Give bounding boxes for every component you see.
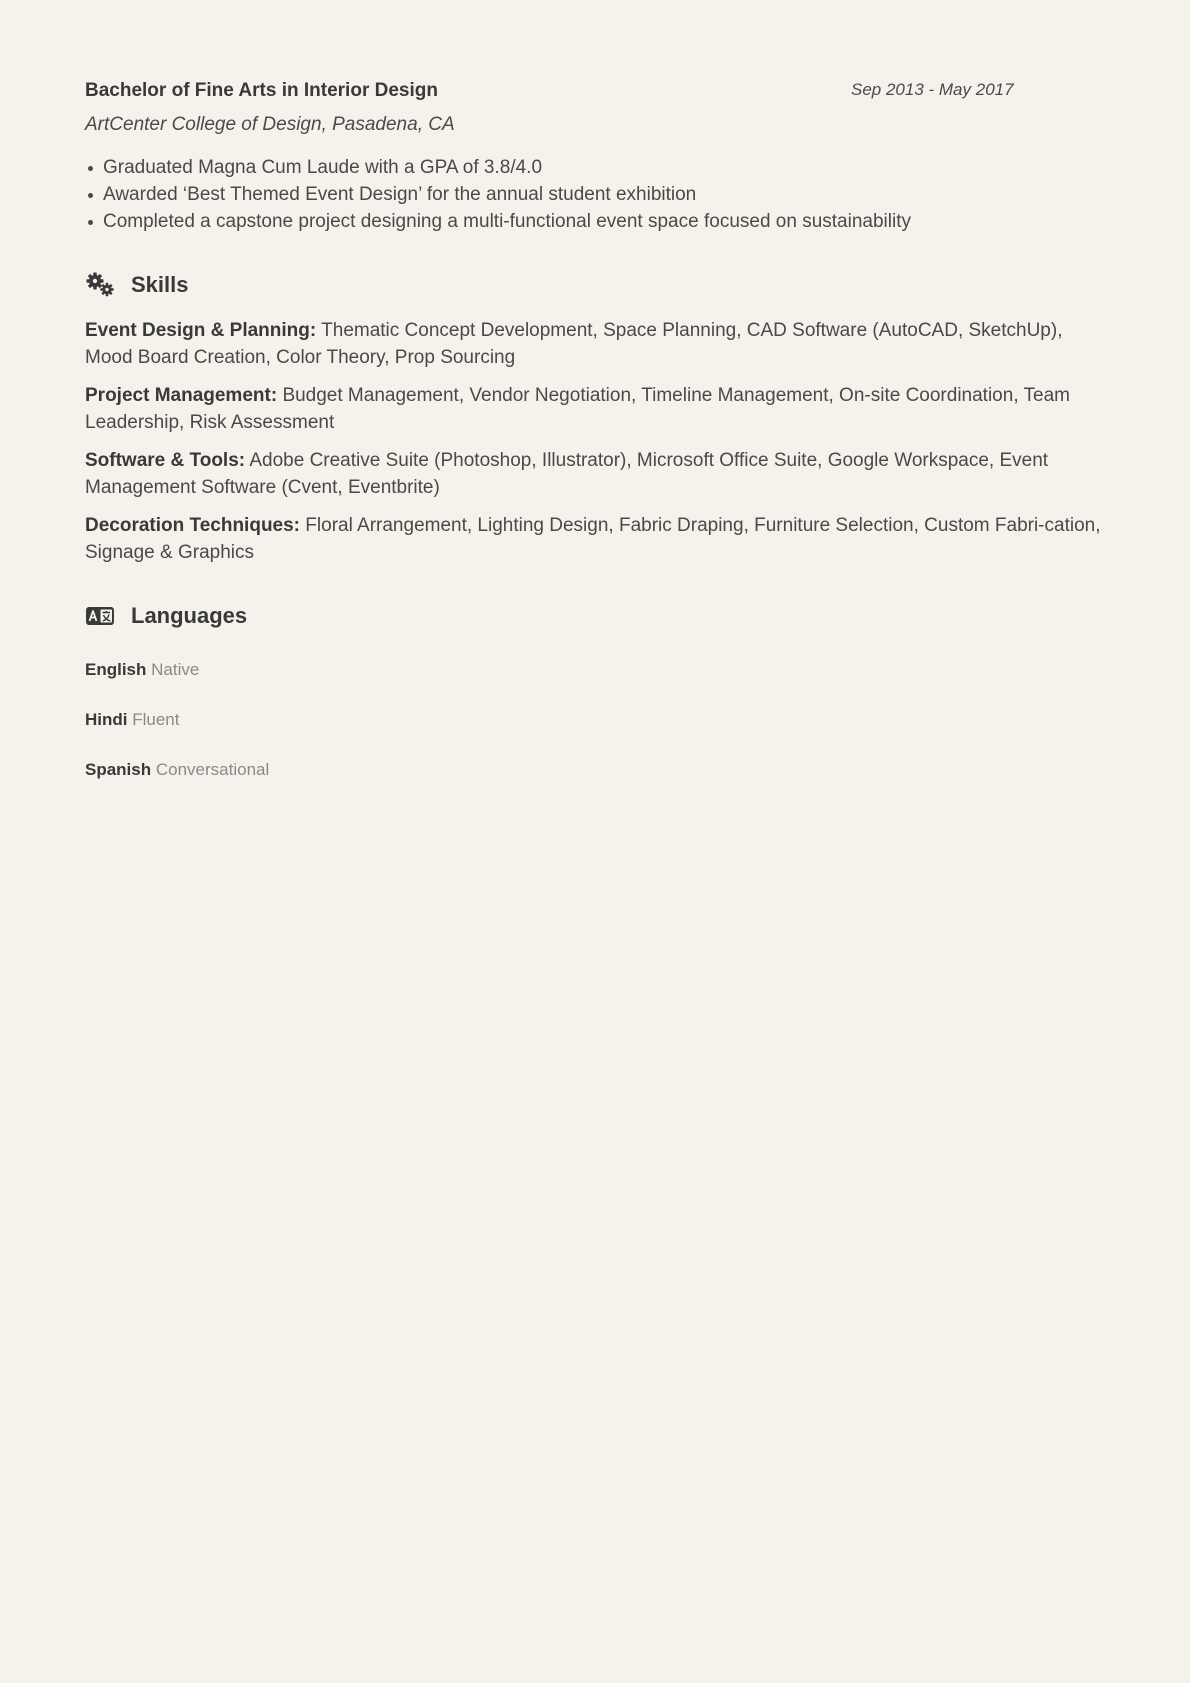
languages-heading xyxy=(85,600,1105,632)
list-item xyxy=(85,660,1105,684)
skill-row xyxy=(85,317,1105,371)
degree-title: Bachelor of Fine Arts in Interior Design xyxy=(85,80,438,101)
language-name: Hindi xyxy=(85,710,128,729)
language-name: Spanish xyxy=(85,760,152,779)
skill-category: Decoration Techniques: xyxy=(85,515,301,536)
skill-row xyxy=(85,447,1105,501)
skill-text: Thematic Concept Development, Space Planning, CAD Software (AutoCAD, SketchUp), Mood Board Creation, Color Theory, Prop Sourcing xyxy=(85,320,1063,368)
gears-icon xyxy=(85,272,115,298)
skill-text: Budget Management, Vendor Negotiation, Timeline Management, On-site Coordination, Team Leadership, Risk Assessment xyxy=(85,385,1070,433)
education-dates: Sep 2013 - May 2017 xyxy=(851,80,1014,99)
list-item: Awarded ‘Best Themed Event Design’ for the annual student exhibition xyxy=(103,181,1105,208)
resume-page xyxy=(85,78,1105,810)
language-icon xyxy=(85,603,115,629)
skill-row xyxy=(85,382,1105,436)
skill-category: Event Design & Planning: xyxy=(85,320,317,341)
list-item: Completed a capstone project designing a multi-functional event space focused on sustainability xyxy=(103,208,1105,235)
language-level: Fluent xyxy=(132,710,180,729)
list-item xyxy=(85,760,1105,784)
language-level: Native xyxy=(151,660,200,679)
section-title: Languages xyxy=(131,603,248,628)
languages-section xyxy=(85,600,1105,784)
education-highlights xyxy=(85,154,1105,235)
language-name: English xyxy=(85,660,147,679)
education-header xyxy=(85,78,1105,108)
skills-list xyxy=(85,317,1105,566)
education-entry xyxy=(85,78,1105,235)
list-item: Graduated Magna Cum Laude with a GPA of 3.8/4.0 xyxy=(103,154,1105,181)
skills-section xyxy=(85,269,1105,566)
skill-row xyxy=(85,512,1105,566)
list-item xyxy=(85,710,1105,734)
school-name: ArtCenter College of Design, Pasadena, CA xyxy=(85,114,455,135)
skills-heading xyxy=(85,269,1105,301)
skill-category: Project Management: xyxy=(85,385,278,406)
section-title: Skills xyxy=(131,272,189,297)
skill-category: Software & Tools: xyxy=(85,450,246,471)
languages-list xyxy=(85,660,1105,784)
language-level: Conversational xyxy=(155,760,270,779)
skill-text: Adobe Creative Suite (Photoshop, Illustrator), Microsoft Office Suite, Google Workspace, Event Management Software (Cvent, Eventbrite) xyxy=(85,450,1049,498)
skill-text: Floral Arrangement, Lighting Design, Fabric Draping, Furniture Selection, Custom Fabri-cation, Signage & Graphics xyxy=(85,515,1101,563)
